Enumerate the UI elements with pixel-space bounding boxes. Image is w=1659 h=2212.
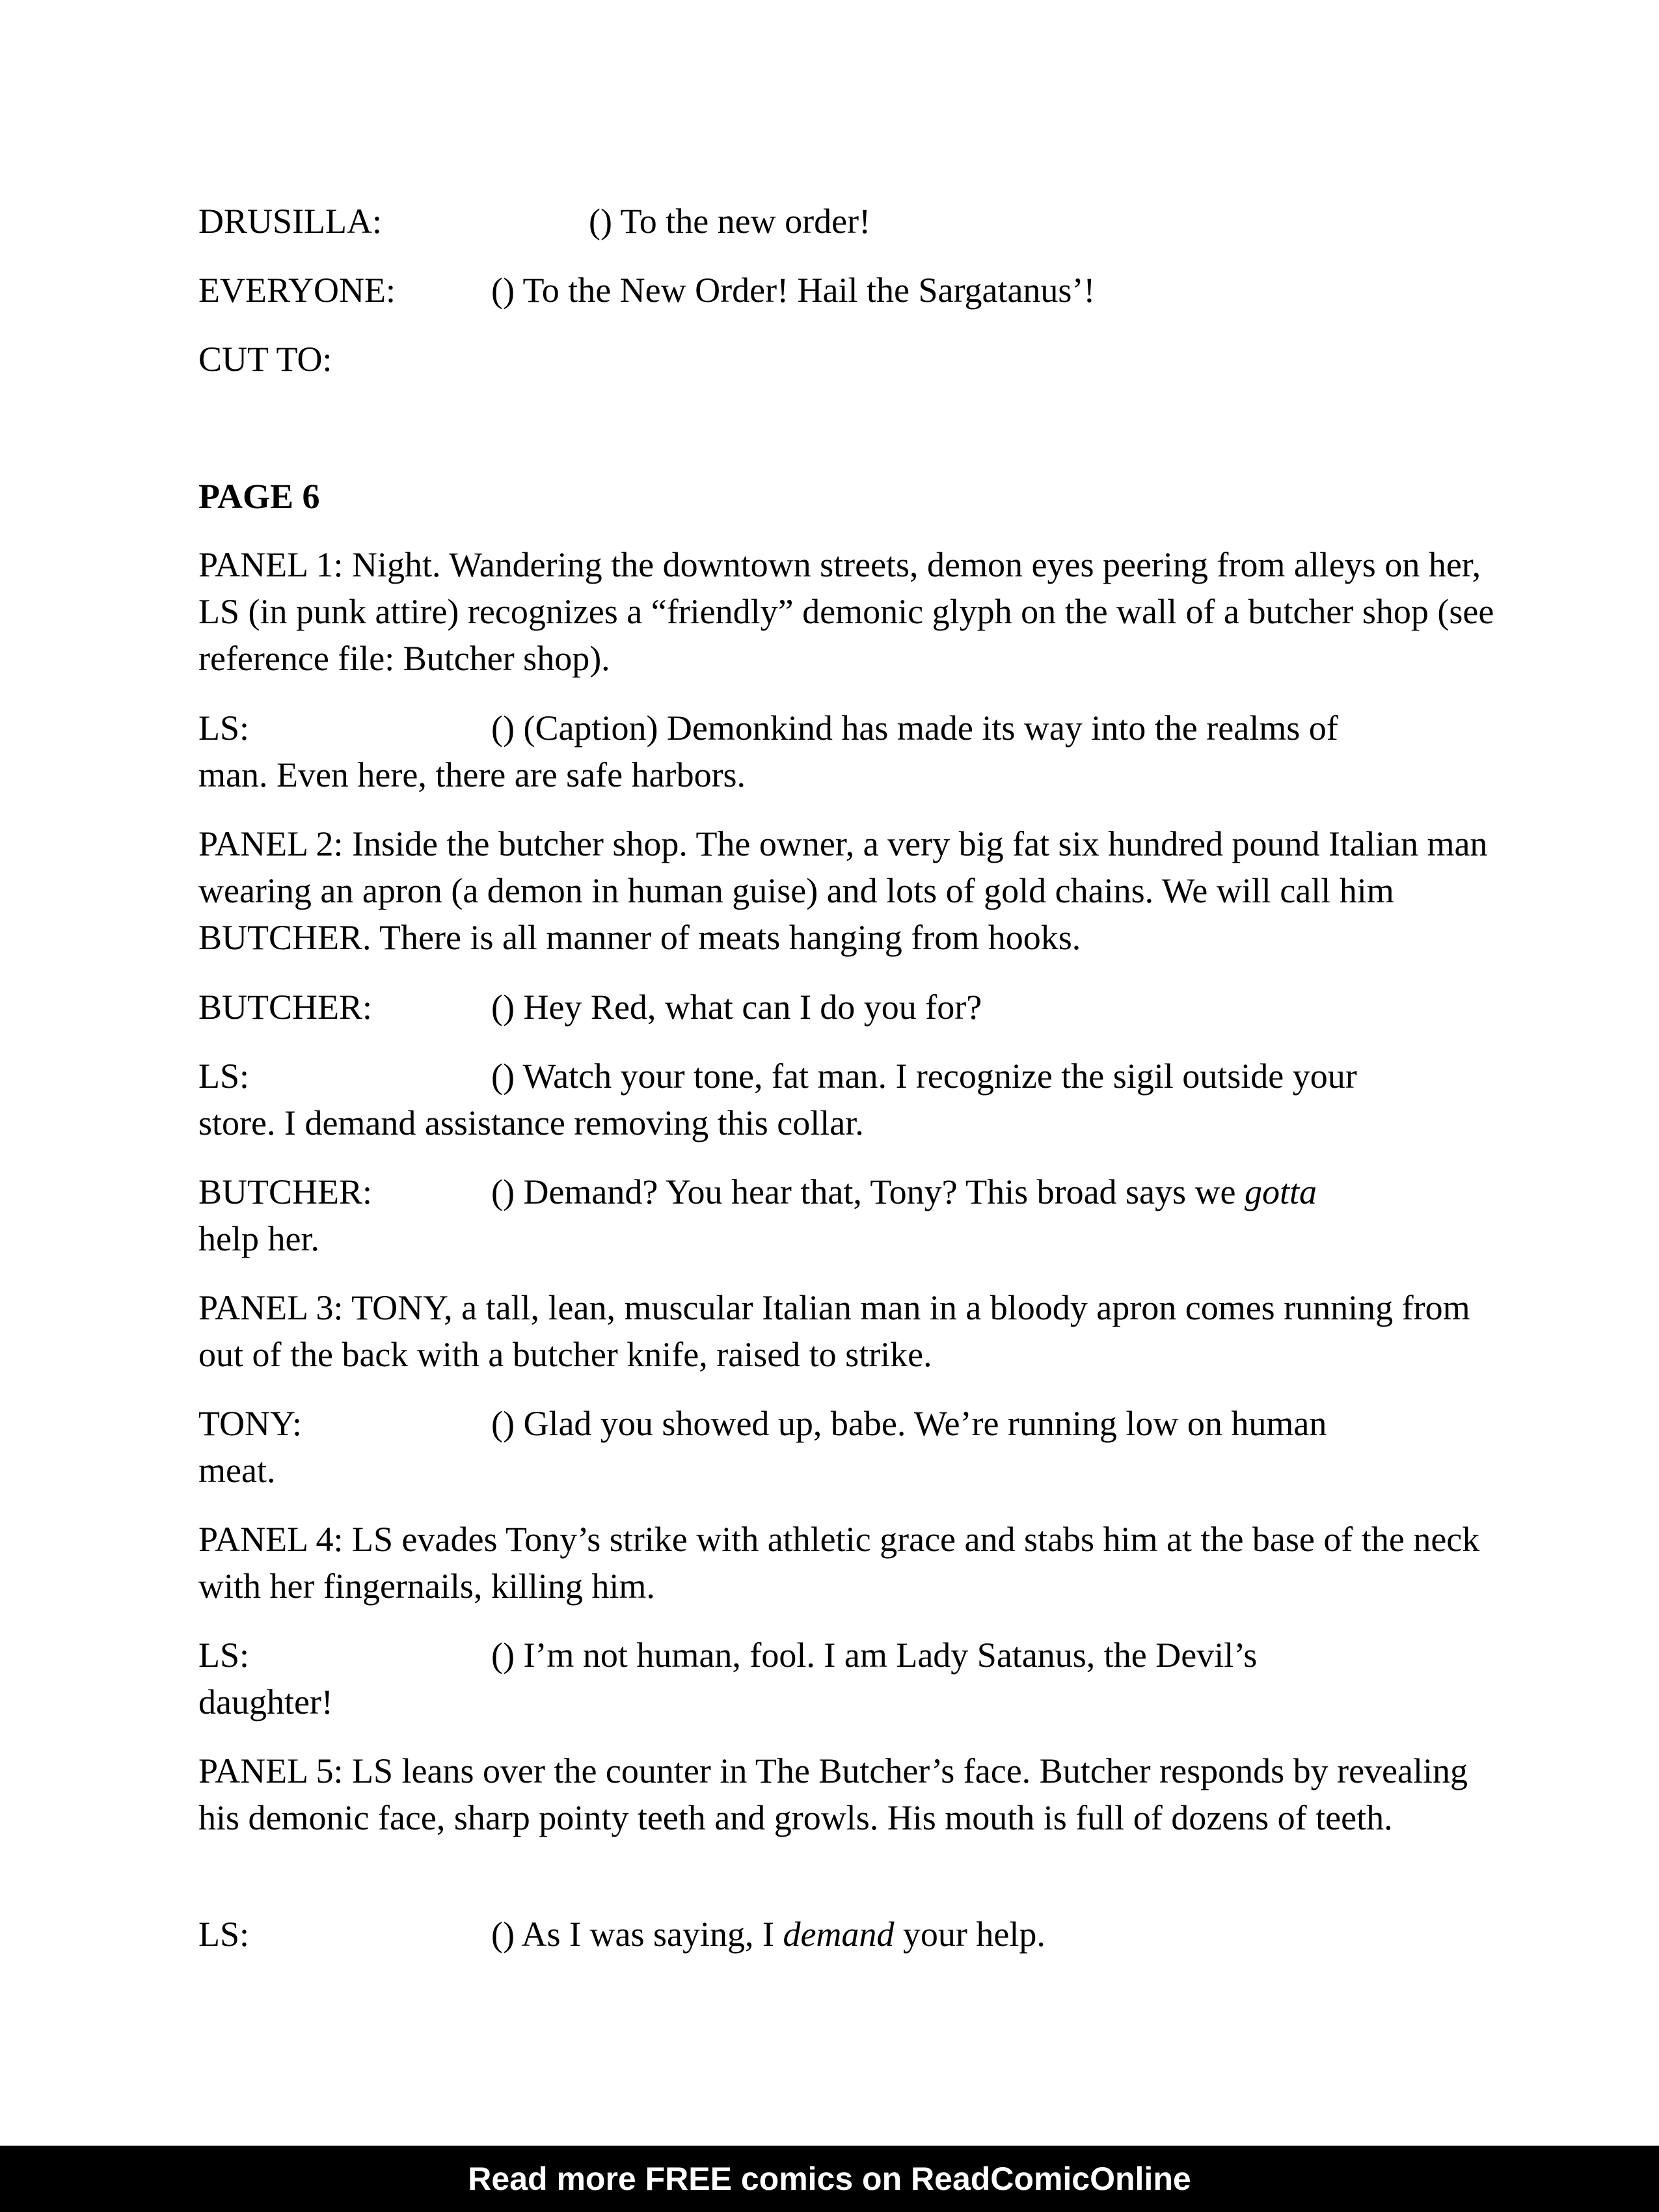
speaker-label: LS: — [198, 1057, 250, 1096]
page-heading: PAGE 6 — [198, 477, 320, 516]
dialogue-text — [491, 1911, 1045, 1958]
dialogue-text: () (Caption) Demonkind has made its way into the realms of — [491, 708, 1338, 748]
dialogue-tony-continued: meat. — [198, 1451, 276, 1490]
dialogue-everyone — [198, 267, 1096, 314]
speaker-label: LS: — [198, 1636, 250, 1675]
dialogue-text: () Hey Red, what can I do you for? — [491, 988, 982, 1027]
dialogue-text-part: your help. — [894, 1915, 1045, 1954]
speaker-label: BUTCHER: — [198, 988, 373, 1027]
emphasis-text: gotta — [1245, 1172, 1317, 1211]
dialogue-text-part: () As I was saying, I — [491, 1915, 783, 1954]
speaker-label: LS: — [198, 1915, 250, 1954]
speaker-label: BUTCHER: — [198, 1172, 373, 1211]
dialogue-ls-2 — [198, 1053, 1357, 1099]
dialogue-ls-3 — [198, 1632, 1258, 1679]
dialogue-text: () To the New Order! Hail the Sargatanus’! — [491, 271, 1096, 310]
panel-4-description: PANEL 4: LS evades Tony’s strike with athletic grace and stabs him at the base of the neck with her fingernails, killing him. — [198, 1520, 1480, 1606]
dialogue-butcher-2-continued: help her. — [198, 1219, 319, 1258]
speaker-label: LS: — [198, 708, 250, 748]
emphasis-text: demand — [783, 1915, 895, 1954]
promo-footer-banner[interactable]: Read more FREE comics on ReadComicOnline — [0, 2146, 1659, 2212]
dialogue-ls-1 — [198, 705, 1338, 751]
dialogue-ls-2-continued: store. I demand assistance removing this collar. — [198, 1103, 864, 1142]
dialogue-drusilla — [198, 198, 871, 245]
speaker-label: TONY: — [198, 1404, 303, 1443]
dialogue-text: () To the new order! — [589, 202, 871, 241]
dialogue-ls-3-continued: daughter! — [198, 1682, 333, 1721]
dialogue-butcher-1 — [198, 984, 982, 1031]
panel-3-description: PANEL 3: TONY, a tall, lean, muscular Italian man in a bloody apron comes running from out of the back with a butcher knife, raised to strike. — [198, 1288, 1470, 1374]
speaker-label: EVERYONE: — [198, 271, 396, 310]
dialogue-ls-1-continued: man. Even here, there are safe harbors. — [198, 755, 746, 794]
transition-cut-to: CUT TO: — [198, 340, 332, 379]
dialogue-ls-4 — [198, 1911, 1045, 1958]
panel-5-description: PANEL 5: LS leans over the counter in The Butcher’s face. Butcher responds by revealing his demonic face, sharp pointy teeth and growls. His mouth is full of dozens of teeth. — [198, 1751, 1468, 1837]
dialogue-text: () I’m not human, fool. I am Lady Satanus, the Devil’s — [491, 1636, 1258, 1675]
panel-1-description: PANEL 1: Night. Wandering the downtown streets, demon eyes peering from alleys on her, LS (in punk attire) recognizes a “friendly” demonic glyph on the wall of a butcher shop (see reference file: Butcher shop). — [198, 545, 1494, 678]
dialogue-text: () Glad you showed up, babe. We’re running low on human — [491, 1404, 1327, 1443]
dialogue-tony — [198, 1400, 1327, 1447]
dialogue-butcher-2 — [198, 1168, 1317, 1215]
dialogue-text: () Watch your tone, fat man. I recognize the sigil outside your — [491, 1057, 1357, 1096]
panel-2-description: PANEL 2: Inside the butcher shop. The owner, a very big fat six hundred pound Italian man wearing an apron (a demon in human guise) and lots of gold chains. We will call him BUTCHER. There is all manner of meats hanging from hooks. — [198, 824, 1488, 957]
dialogue-text-part: () Demand? You hear that, Tony? This broad says we — [491, 1172, 1245, 1211]
speaker-label: DRUSILLA: — [198, 202, 382, 241]
dialogue-text — [491, 1168, 1317, 1215]
